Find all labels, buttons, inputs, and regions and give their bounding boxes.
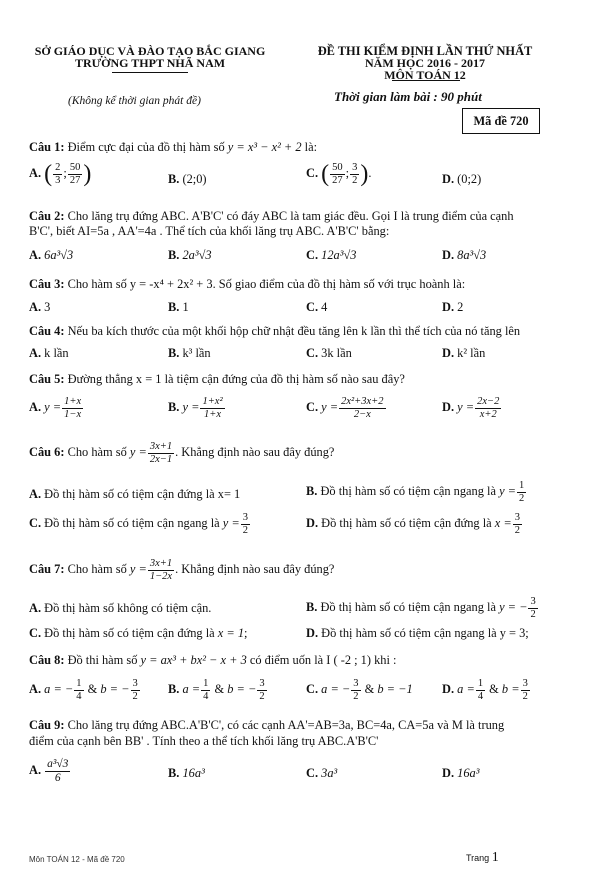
option-3c[interactable]: C. 4 [306, 300, 328, 314]
question-label: Câu 5: [29, 372, 65, 386]
option-1a[interactable]: A. ( $\frac{2}{3}$ ; $\frac{50}{27}$ ) [29, 161, 92, 188]
question-label: Câu 4: [29, 324, 65, 338]
footer-subject: Môn TOÁN 12 - Mã đề 720 [29, 855, 125, 864]
option-2c[interactable]: C. 12a³√3 [306, 248, 357, 262]
department-name: SỞ GIÁO DỤC VÀ ĐÀO TẠO BẮC GIANG [34, 44, 266, 58]
exam-code-box: Mã đề 720 [462, 108, 540, 134]
page-num: 1 [491, 850, 499, 865]
header-divider [112, 72, 188, 73]
option-5b[interactable]: B. y = $\frac{\text{1+x²}}{1+x}$ [168, 396, 223, 420]
question-label: Câu 9: [29, 718, 65, 732]
option-8a[interactable]: A. a = − $\frac{1}{4}$ & b = − $\frac{3}{2}$ [29, 678, 138, 702]
option-9a[interactable]: A. $\frac{\text{a³√3}}{6}$ [29, 758, 69, 784]
option-6b[interactable]: B. Đồ thị hàm số có tiệm cận ngang là y = $\frac{1}{2}$ [306, 480, 525, 504]
exam-duration: Thời gian làm bài : 90 phút [334, 89, 482, 104]
question-9-line2: điểm của cạnh bên BB' . Tính theo a thể tích khối lăng trụ ABC.A'B'C' [29, 734, 379, 748]
question-label: Câu 6: [29, 444, 65, 459]
option-8b[interactable]: B. a = $\frac{1}{4}$ & b = − $\frac{3}{2}$ [168, 678, 265, 702]
option-7c[interactable]: C. Đồ thị hàm số có tiệm cận đứng là x = 1; [29, 626, 248, 640]
option-1b[interactable]: B. (2;0) [168, 172, 207, 186]
question-4 [29, 324, 520, 339]
option-5a[interactable]: A. y = $\frac{1+x}{1-x}$ [29, 396, 82, 420]
option-4a[interactable]: A. k lần [29, 346, 69, 360]
option-7b[interactable]: B. Đồ thị hàm số có tiệm cận ngang là y = − $\frac{3}{2}$ [306, 596, 536, 620]
option-2d[interactable]: D. 8a³√3 [442, 248, 487, 262]
question-label: Câu 3: [29, 277, 65, 291]
question-expr: y = x³ − x² + 2 [227, 140, 302, 154]
option-4c[interactable]: C. 3k lần [306, 346, 352, 360]
page-number [466, 850, 499, 866]
option-4d[interactable]: D. k² lần [442, 346, 486, 360]
question-tail: là: [301, 140, 318, 154]
question-8: Câu 8: Đồ thi hàm số y = ax³ + bx² − x + 3 có điểm uốn là I ( -2 ; 1) khi : [29, 653, 397, 667]
option-8d[interactable]: D. a = $\frac{1}{4}$ & b = $\frac{3}{2}$ [442, 678, 528, 702]
option-4b[interactable]: B. k³ lần [168, 346, 211, 360]
option-9b[interactable]: B. 16a³ [168, 766, 205, 780]
question-2-line2: B'C', biết AI=5a , AA'=4a . Thể tích của khối lăng trụ ABC. A'B'C' bằng: [29, 224, 390, 238]
option-9c[interactable]: C. 3a³ [306, 766, 338, 780]
option-6d[interactable]: D. Đồ thị hàm số có tiệm cận đứng là x = $\frac{3}{2}$ [306, 512, 520, 536]
page-label: Trang [466, 853, 490, 863]
question-label: Câu 7: [29, 561, 65, 576]
option-5c[interactable]: C. y = $\frac{\text{2x²+3x+2}}{2-x}$ [306, 396, 384, 420]
option-2a[interactable]: A. 6a³√3 [29, 248, 74, 262]
question-text: Nếu ba kích thước của một khối hộp chữ nhật đều tăng lên k lần thì thể tích của nó tăng lên [67, 324, 521, 338]
question-3 [29, 277, 465, 292]
option-3d[interactable]: D. 2 [442, 300, 464, 314]
subject-underline [392, 80, 460, 81]
question-label: Câu 2: [29, 209, 65, 223]
school-name: TRƯỜNG THPT NHÃ NAM [74, 56, 226, 70]
question-5 [29, 372, 405, 387]
subject: MÔN TOÁN 12 [384, 68, 466, 82]
question-6: Câu 6: Cho hàm số y = $\frac{3x+1}{2x-1}$ . Khẳng định nào sau đây đúng? [29, 441, 335, 465]
question-1 [29, 140, 317, 155]
question-7: Câu 7: Cho hàm số y = $\frac{3x+1}{1-2x}$ . Khẳng định nào sau đây đúng? [29, 558, 335, 582]
question-2 [29, 209, 514, 224]
option-6a[interactable]: A. Đồ thị hàm số có tiệm cận đứng là x= 1 [29, 487, 241, 501]
school-year: NĂM HỌC 2016 - 2017 [365, 56, 485, 70]
exam-title: ĐỀ THI KIỂM ĐỊNH LẦN THỨ NHẤT [317, 44, 533, 58]
question-text: Cho lăng trụ đứng ABC. A'B'C' có đáy ABC là tam giác đều. Gọi I là trung điểm của cạnh [67, 209, 514, 223]
question-text: Đường thẳng x = 1 là tiệm cận đứng của đồ thị hàm số nào sau đây? [67, 372, 405, 386]
option-7a[interactable]: A. Đồ thị hàm số không có tiệm cận. [29, 601, 212, 615]
option-3a[interactable]: A. 3 [29, 300, 51, 314]
option-1c[interactable]: C. ( $\frac{50}{27}$ ; $\frac{3}{2}$ ). [306, 161, 372, 188]
time-note: (Không kể thời gian phát đề) [68, 95, 201, 107]
option-8c[interactable]: C. a = − $\frac{3}{2}$ & b = −1 [306, 678, 413, 702]
question-text: Điểm cực đại của đồ thị hàm số [67, 140, 228, 154]
option-2b[interactable]: B. 2a³√3 [168, 248, 212, 262]
question-label: Câu 1: [29, 140, 65, 154]
option-3b[interactable]: B. 1 [168, 300, 189, 314]
option-9d[interactable]: D. 16a³ [442, 766, 480, 780]
option-7d[interactable]: D. Đồ thị hàm số có tiệm cận ngang là y = 3; [306, 626, 529, 640]
option-1d[interactable]: D. (0;2) [442, 172, 482, 186]
question-9 [29, 718, 504, 733]
option-6c[interactable]: C. Đồ thị hàm số có tiệm cận ngang là y = $\frac{3}{2}$ [29, 512, 248, 536]
question-label: Câu 8: [29, 653, 65, 667]
option-5d[interactable]: D. y = $\frac{2x-2}{x+2}$ [442, 396, 500, 420]
question-text: Cho lăng trụ đứng ABC.A'B'C', có các cạnh AA'=AB=3a, BC=4a, CA=5a và M là trung [67, 718, 505, 732]
question-text: Cho hàm số y = -x⁴ + 2x² + 3. Số giao điểm của đồ thị hàm số với trục hoành là: [67, 277, 466, 291]
